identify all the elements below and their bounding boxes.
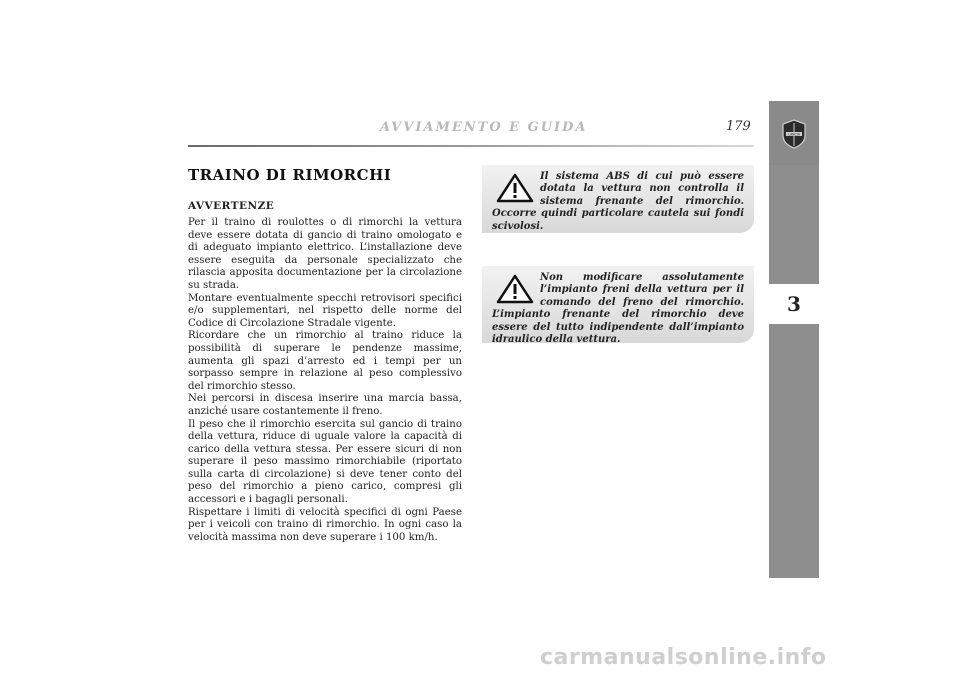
warning-text-brakes: Non modificare assolutamente l’impianto freni della vettura per il comando del freno del rimorchio. L’impianto frenante del rimorchio deve essere del tutto indipendente dall’impianto idraulico della vettura. <box>492 272 744 346</box>
lancia-logo-icon <box>781 119 807 149</box>
warning-box-brakes <box>482 266 754 346</box>
warning-box-abs <box>482 165 754 233</box>
warning-text-abs: Il sistema ABS di cui può essere dotata la vettura non controlla il sistema frenante del rimorchio. Occorre quindi particolare cautela sui fondi scivolosi. <box>492 171 744 232</box>
warning-triangle-icon <box>496 274 534 304</box>
svg-text:LANCIA: LANCIA <box>788 132 800 137</box>
chapter-side-tab <box>769 101 819 578</box>
chapter-number: 3 <box>787 292 801 316</box>
warning-triangle-icon <box>496 173 534 203</box>
watermark: carmanualsonline.info <box>540 645 827 670</box>
page-number: 179 <box>726 119 751 134</box>
logo-block <box>769 101 819 165</box>
subheading-avvertenze: AVVERTENZE <box>188 200 275 212</box>
left-column <box>188 166 462 544</box>
header-rule <box>188 145 754 147</box>
chapter-box <box>769 284 819 324</box>
header-title: AVVIAMENTO E GUIDA <box>380 120 588 135</box>
body-text: Per il traino di roulottes o di rimorchi la vettura deve essere dotata di gancio di traino omologato e di adeguato impianto elettrico. L’installazione deve essere eseguita da personale specializzato che rilascia apposita documentazione per la circolazione su strada. Montare eventualmente specchi retrovisori specifici e/o supplementari, nel rispetto delle norme del Codice di Circolazione Stradale vigente. Ricordare che un rimorchio al traino riduce la possibilità di superare le pendenze massime, aumenta gli spazi d’arresto ed i tempi per un sorpasso sempre in relazione al peso complessivo del rimorchio stesso. Nei percorsi in discesa inserire una marcia bassa, anziché usare costantemente il freno. Il peso che il rimorchio esercita sul gancio di traino della vettura, riduce di uguale valore la capacità di carico della vettura stessa. Per essere sicuri di non superare il peso massimo rimorchiabile (riportato sulla carta di circolazione) si deve tener conto del peso del rimorchio a pieno carico, compresi gli accessori e i bagagli personali. Rispettare i limiti di velocità specifici di ogni Paese per i veicoli con traino di rimorchio. In ogni caso la velocità massima non deve superare i 100 km/h. <box>188 217 462 543</box>
section-title: TRAINO DI RIMORCHI <box>188 166 392 184</box>
